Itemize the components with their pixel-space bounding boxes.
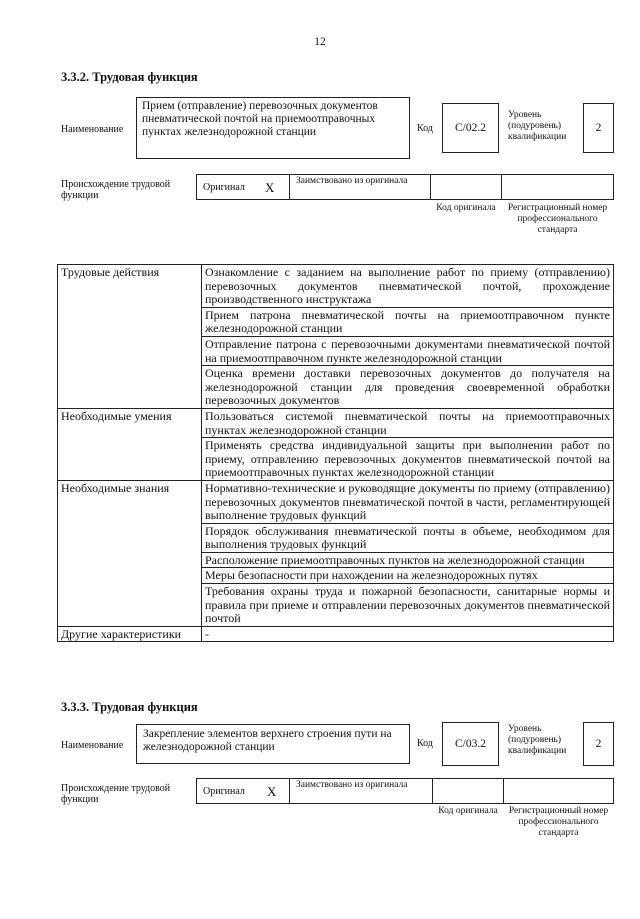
reg-number-cell-333 bbox=[503, 778, 614, 804]
name-label-333: Наименование bbox=[61, 740, 124, 751]
original-label-333: Оригинал bbox=[203, 786, 245, 797]
original-mark-333: X bbox=[267, 784, 277, 799]
code-value-333: С/03.2 bbox=[442, 722, 499, 766]
cell-text: Отправление патрона с перевозочными документами пневматической почтой на приемоотправочном пункте железнодорожной станции bbox=[202, 336, 614, 365]
page-number: 12 bbox=[314, 36, 326, 48]
cell-text: Применять средства индивидуальной защиты при выполнении работ по приему, отправлению перевозочных документов пневматической почтой на приемоотправочных пунктах железнодорожной станции bbox=[202, 438, 614, 481]
level-label-333: Уровень (подуровень) квалификации bbox=[508, 724, 567, 756]
section-heading-333: 3.3.3. Трудовая функция bbox=[61, 700, 198, 714]
code-label-333: Код bbox=[417, 738, 433, 749]
level-value-332: 2 bbox=[583, 103, 614, 153]
reg-number-cell-332 bbox=[501, 174, 614, 200]
cell-text: Порядок обслуживания пневматической почты в объеме, необходимом для выполнения трудовых функций bbox=[202, 523, 614, 552]
reg-label-332: Регистрационный номер профессионального стандарта bbox=[507, 203, 608, 235]
original-mark-332: X bbox=[265, 180, 275, 195]
cell-text: Ознакомление с заданием на выполнение работ по приему (отправлению) перевозочных документов пневматической почтой, прохождение производственного инструктажа bbox=[202, 265, 614, 308]
section-heading-332: 3.3.2. Трудовая функция bbox=[61, 70, 198, 84]
level-value-333: 2 bbox=[583, 722, 614, 766]
cell-text: Меры безопасности при нахождении на железнодорожных путях bbox=[202, 568, 614, 584]
code-orig-cell-332 bbox=[430, 174, 502, 200]
origin-label-332: Происхождение трудовой функции bbox=[61, 179, 171, 201]
row-label: Трудовые действия bbox=[58, 265, 202, 409]
name-value-332: Прием (отправление) перевозочных документов пневматической почтой на приемоотправочных пунктах железнодорожной станции bbox=[136, 97, 410, 159]
code-orig-label-332: Код оригинала bbox=[436, 203, 496, 213]
row-label: Необходимые умения bbox=[58, 408, 202, 480]
borrowed-cell-333: Заимствовано из оригинала bbox=[289, 778, 433, 804]
cell-text: Оценка времени доставки перевозочных документов до получателя на железнодорожной станции для проведения своевременной обработки перевозочных документов bbox=[202, 366, 614, 409]
cell-text: Пользоваться системой пневматической почты на приемоотправочных пунктах железнодорожной станции bbox=[202, 408, 614, 437]
original-label-332: Оригинал bbox=[203, 182, 245, 193]
cell-text: Прием патрона пневматической почты на приемоотправочном пункте железнодорожной станции bbox=[202, 307, 614, 336]
level-label-332: Уровень (подуровень) квалификации bbox=[508, 110, 567, 142]
table-row bbox=[58, 265, 614, 308]
name-value-333: Закрепление элементов верхнего строения пути на железнодорожной станции bbox=[136, 724, 410, 764]
labor-function-table bbox=[57, 264, 614, 642]
code-orig-cell-333 bbox=[432, 778, 504, 804]
reg-label-333: Регистрационный номер профессионального стандарта bbox=[508, 806, 609, 838]
code-value-332: С/02.2 bbox=[442, 103, 499, 153]
row-label: Другие характеристики bbox=[58, 626, 202, 642]
borrowed-cell-332: Заимствовано из оригинала bbox=[289, 174, 431, 200]
cell-text: Расположение приемоотправочных пунктов на железнодорожной станции bbox=[202, 552, 614, 568]
row-label: Необходимые знания bbox=[58, 480, 202, 626]
original-cell-332 bbox=[196, 174, 290, 200]
code-orig-label-333: Код оригинала bbox=[438, 806, 498, 816]
table-row bbox=[58, 626, 614, 642]
table-row bbox=[58, 408, 614, 437]
name-label-332: Наименование bbox=[61, 124, 124, 135]
cell-text: Нормативно-технические и руководящие документы по приему (отправлению) перевозочных документов пневматической почтой в части, регламентирующей выполнение трудовых функций bbox=[202, 480, 614, 523]
origin-label-333: Происхождение трудовой функции bbox=[61, 783, 171, 805]
cell-text: - bbox=[202, 626, 614, 642]
code-label-332: Код bbox=[417, 123, 433, 134]
cell-text: Требования охраны труда и пожарной безопасности, санитарные нормы и правила при приеме и отправлении перевозочных документов пневматической почтой bbox=[202, 584, 614, 627]
table-row bbox=[58, 480, 614, 523]
original-cell-333 bbox=[196, 778, 290, 804]
